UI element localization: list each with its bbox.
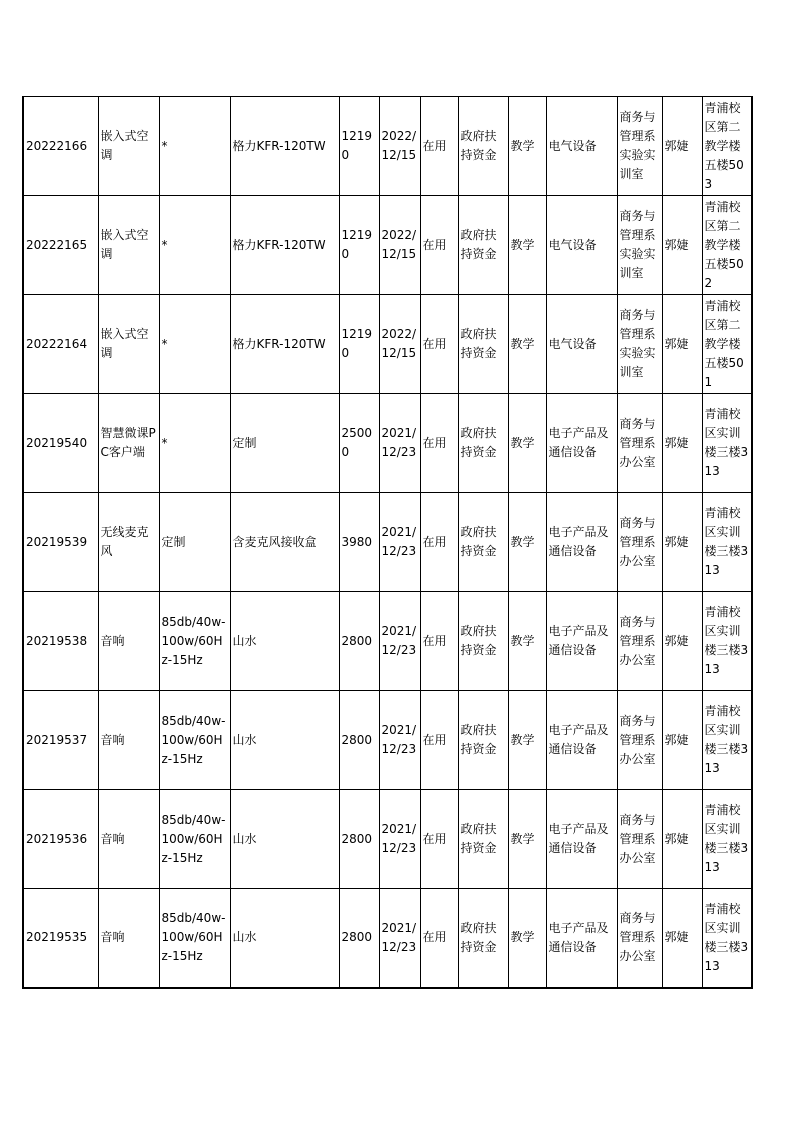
asset-table-body (23, 97, 752, 988)
location-cell: 青浦校区第二教学楼五楼503 (702, 97, 752, 196)
status-cell: 在用 (420, 493, 458, 592)
funding-source-cell: 政府扶持资金 (458, 592, 508, 691)
asset-id-cell: 20222165 (23, 196, 98, 295)
table-row (23, 889, 752, 988)
keeper-cell: 郭婕 (662, 196, 702, 295)
asset-price-cell: 2800 (339, 592, 379, 691)
asset-price-cell: 2800 (339, 889, 379, 988)
funding-source-cell: 政府扶持资金 (458, 196, 508, 295)
asset-name-cell: 智慧微课PC客户端 (98, 394, 159, 493)
location-cell: 青浦校区实训楼三楼313 (702, 790, 752, 889)
asset-name-cell: 音响 (98, 790, 159, 889)
department-cell: 商务与管理系办公室 (617, 790, 662, 889)
status-cell: 在用 (420, 592, 458, 691)
category-cell: 电子产品及通信设备 (546, 691, 617, 790)
asset-spec-cell: 85db/40w-100w/60Hz-15Hz (159, 889, 230, 988)
usage-cell: 教学 (508, 691, 546, 790)
asset-price-cell: 12190 (339, 295, 379, 394)
department-cell: 商务与管理系办公室 (617, 493, 662, 592)
asset-name-cell: 音响 (98, 889, 159, 988)
purchase-date-cell: 2021/12/23 (379, 592, 420, 691)
category-cell: 电子产品及通信设备 (546, 394, 617, 493)
status-cell: 在用 (420, 394, 458, 493)
status-cell: 在用 (420, 97, 458, 196)
asset-spec-cell: 85db/40w-100w/60Hz-15Hz (159, 691, 230, 790)
purchase-date-cell: 2022/12/15 (379, 97, 420, 196)
asset-table (22, 96, 753, 989)
asset-id-cell: 20219539 (23, 493, 98, 592)
asset-spec-cell: 85db/40w-100w/60Hz-15Hz (159, 790, 230, 889)
asset-id-cell: 20222166 (23, 97, 98, 196)
purchase-date-cell: 2021/12/23 (379, 889, 420, 988)
asset-model-cell: 定制 (230, 394, 339, 493)
department-cell: 商务与管理系办公室 (617, 592, 662, 691)
asset-price-cell: 2800 (339, 790, 379, 889)
keeper-cell: 郭婕 (662, 394, 702, 493)
status-cell: 在用 (420, 196, 458, 295)
asset-name-cell: 音响 (98, 592, 159, 691)
purchase-date-cell: 2021/12/23 (379, 394, 420, 493)
category-cell: 电子产品及通信设备 (546, 592, 617, 691)
status-cell: 在用 (420, 691, 458, 790)
asset-spec-cell: 定制 (159, 493, 230, 592)
funding-source-cell: 政府扶持资金 (458, 394, 508, 493)
asset-model-cell: 含麦克风接收盒 (230, 493, 339, 592)
department-cell: 商务与管理系实验实训室 (617, 196, 662, 295)
funding-source-cell: 政府扶持资金 (458, 691, 508, 790)
asset-model-cell: 格力KFR-120TW (230, 295, 339, 394)
location-cell: 青浦校区第二教学楼五楼501 (702, 295, 752, 394)
category-cell: 电气设备 (546, 196, 617, 295)
funding-source-cell: 政府扶持资金 (458, 790, 508, 889)
asset-model-cell: 山水 (230, 691, 339, 790)
asset-model-cell: 山水 (230, 592, 339, 691)
purchase-date-cell: 2021/12/23 (379, 691, 420, 790)
asset-price-cell: 25000 (339, 394, 379, 493)
keeper-cell: 郭婕 (662, 295, 702, 394)
purchase-date-cell: 2022/12/15 (379, 295, 420, 394)
usage-cell: 教学 (508, 493, 546, 592)
table-row (23, 790, 752, 889)
usage-cell: 教学 (508, 295, 546, 394)
asset-id-cell: 20222164 (23, 295, 98, 394)
category-cell: 电气设备 (546, 295, 617, 394)
asset-model-cell: 格力KFR-120TW (230, 196, 339, 295)
asset-id-cell: 20219538 (23, 592, 98, 691)
asset-id-cell: 20219537 (23, 691, 98, 790)
department-cell: 商务与管理系实验实训室 (617, 295, 662, 394)
purchase-date-cell: 2021/12/23 (379, 493, 420, 592)
department-cell: 商务与管理系办公室 (617, 691, 662, 790)
usage-cell: 教学 (508, 889, 546, 988)
keeper-cell: 郭婕 (662, 790, 702, 889)
department-cell: 商务与管理系实验实训室 (617, 97, 662, 196)
asset-spec-cell: * (159, 97, 230, 196)
category-cell: 电子产品及通信设备 (546, 493, 617, 592)
asset-spec-cell: * (159, 394, 230, 493)
table-row (23, 691, 752, 790)
purchase-date-cell: 2022/12/15 (379, 196, 420, 295)
status-cell: 在用 (420, 790, 458, 889)
status-cell: 在用 (420, 295, 458, 394)
status-cell: 在用 (420, 889, 458, 988)
location-cell: 青浦校区实训楼三楼313 (702, 592, 752, 691)
asset-name-cell: 无线麦克风 (98, 493, 159, 592)
keeper-cell: 郭婕 (662, 889, 702, 988)
asset-model-cell: 山水 (230, 790, 339, 889)
usage-cell: 教学 (508, 97, 546, 196)
purchase-date-cell: 2021/12/23 (379, 790, 420, 889)
funding-source-cell: 政府扶持资金 (458, 493, 508, 592)
asset-id-cell: 20219535 (23, 889, 98, 988)
table-row (23, 97, 752, 196)
location-cell: 青浦校区实训楼三楼313 (702, 691, 752, 790)
asset-spec-cell: * (159, 196, 230, 295)
asset-spec-cell: * (159, 295, 230, 394)
asset-price-cell: 2800 (339, 691, 379, 790)
asset-model-cell: 山水 (230, 889, 339, 988)
category-cell: 电气设备 (546, 97, 617, 196)
usage-cell: 教学 (508, 790, 546, 889)
category-cell: 电子产品及通信设备 (546, 889, 617, 988)
location-cell: 青浦校区实训楼三楼313 (702, 493, 752, 592)
keeper-cell: 郭婕 (662, 691, 702, 790)
asset-name-cell: 嵌入式空调 (98, 196, 159, 295)
asset-spec-cell: 85db/40w-100w/60Hz-15Hz (159, 592, 230, 691)
location-cell: 青浦校区第二教学楼五楼502 (702, 196, 752, 295)
table-row (23, 493, 752, 592)
asset-name-cell: 嵌入式空调 (98, 97, 159, 196)
funding-source-cell: 政府扶持资金 (458, 97, 508, 196)
asset-model-cell: 格力KFR-120TW (230, 97, 339, 196)
table-row (23, 196, 752, 295)
asset-name-cell: 音响 (98, 691, 159, 790)
funding-source-cell: 政府扶持资金 (458, 889, 508, 988)
usage-cell: 教学 (508, 196, 546, 295)
location-cell: 青浦校区实训楼三楼313 (702, 889, 752, 988)
department-cell: 商务与管理系办公室 (617, 889, 662, 988)
table-row (23, 295, 752, 394)
asset-name-cell: 嵌入式空调 (98, 295, 159, 394)
asset-price-cell: 12190 (339, 97, 379, 196)
keeper-cell: 郭婕 (662, 97, 702, 196)
asset-price-cell: 12190 (339, 196, 379, 295)
usage-cell: 教学 (508, 592, 546, 691)
asset-id-cell: 20219536 (23, 790, 98, 889)
category-cell: 电子产品及通信设备 (546, 790, 617, 889)
keeper-cell: 郭婕 (662, 592, 702, 691)
asset-id-cell: 20219540 (23, 394, 98, 493)
funding-source-cell: 政府扶持资金 (458, 295, 508, 394)
location-cell: 青浦校区实训楼三楼313 (702, 394, 752, 493)
usage-cell: 教学 (508, 394, 546, 493)
department-cell: 商务与管理系办公室 (617, 394, 662, 493)
asset-price-cell: 3980 (339, 493, 379, 592)
table-row (23, 592, 752, 691)
keeper-cell: 郭婕 (662, 493, 702, 592)
table-row (23, 394, 752, 493)
